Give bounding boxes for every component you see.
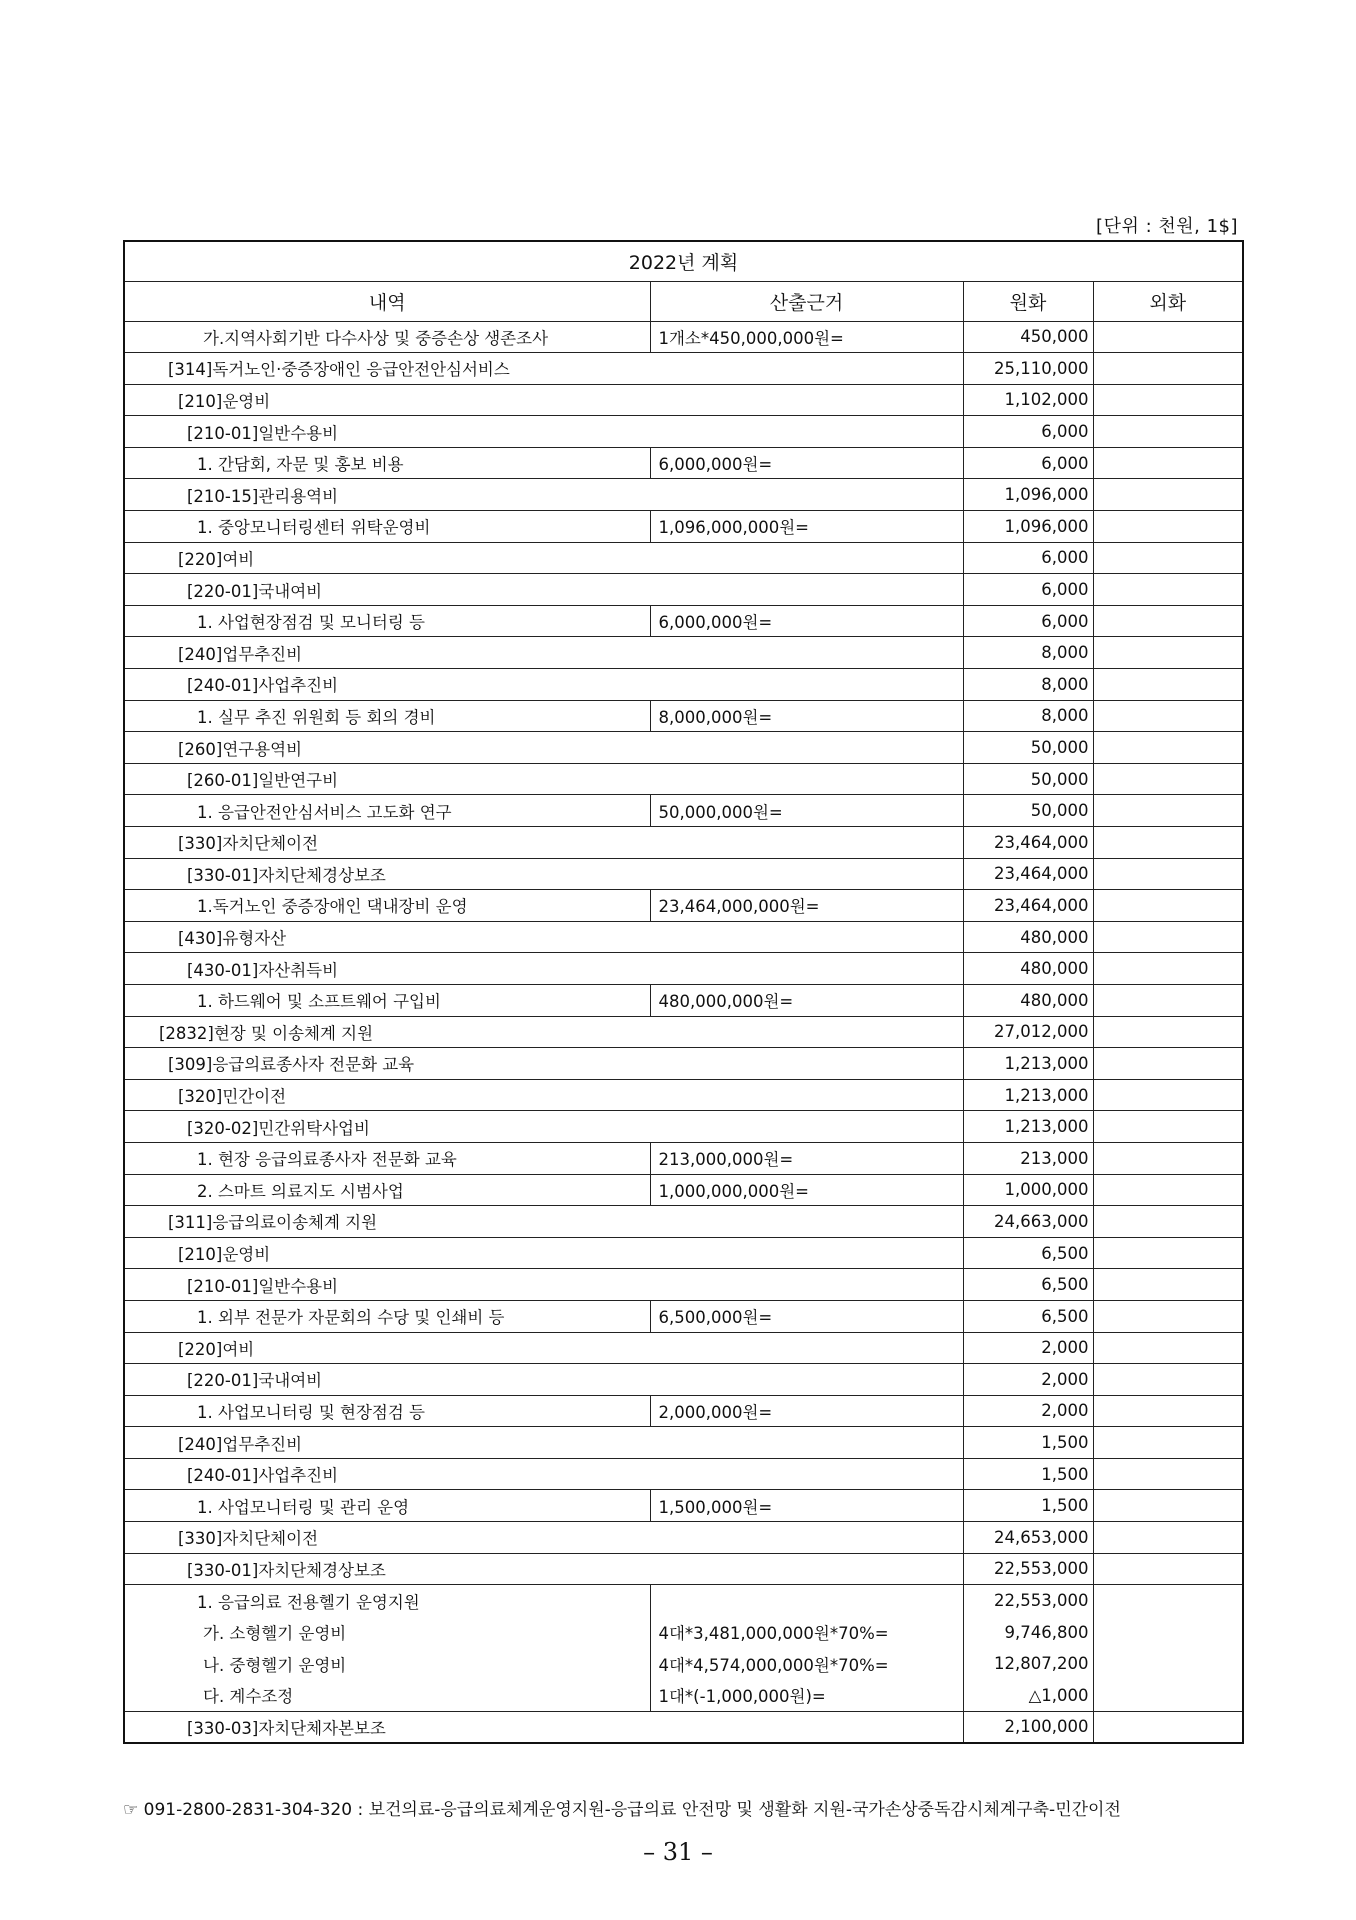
row-description: [220-01]국내여비 — [124, 1364, 963, 1396]
table-title-row — [124, 241, 1243, 281]
row-description: [220-01]국내여비 — [124, 574, 963, 606]
row-description: [260-01]일반연구비 — [124, 763, 963, 795]
row-foreign-amount — [1093, 542, 1243, 574]
table-row — [124, 921, 1243, 953]
row-krw-amount: 8,000 — [963, 669, 1093, 701]
row-description: 1. 사업현장점검 및 모니터링 등 — [124, 605, 650, 637]
row-description: [320-02]민간위탁사업비 — [124, 1111, 963, 1143]
page-number: – 31 – — [643, 1838, 713, 1866]
row-basis: 23,464,000,000원= — [650, 890, 963, 922]
row-foreign-amount — [1093, 321, 1243, 353]
row-foreign-amount — [1093, 1616, 1243, 1648]
row-description: [220]여비 — [124, 1332, 963, 1364]
row-foreign-amount — [1093, 921, 1243, 953]
row-description: 1. 중앙모니터링센터 위탁운영비 — [124, 511, 650, 543]
table-row — [124, 542, 1243, 574]
row-krw-amount: △1,000 — [963, 1680, 1093, 1712]
row-foreign-amount — [1093, 353, 1243, 385]
row-foreign-amount — [1093, 1585, 1243, 1617]
table-row — [124, 416, 1243, 448]
row-description: 1. 현장 응급의료종사자 전문화 교육 — [124, 1142, 650, 1174]
row-basis — [650, 1585, 963, 1617]
row-description: 다. 계수조정 — [124, 1680, 650, 1712]
table-row — [124, 1458, 1243, 1490]
row-basis: 2,000,000원= — [650, 1395, 963, 1427]
row-foreign-amount — [1093, 1206, 1243, 1238]
row-description: 1.독거노인 중증장애인 댁내장비 운영 — [124, 890, 650, 922]
row-foreign-amount — [1093, 984, 1243, 1016]
table-row — [124, 1300, 1243, 1332]
row-foreign-amount — [1093, 1458, 1243, 1490]
row-krw-amount: 6,000 — [963, 416, 1093, 448]
row-krw-amount: 2,000 — [963, 1332, 1093, 1364]
table-row — [124, 1048, 1243, 1080]
row-krw-amount: 2,000 — [963, 1364, 1093, 1396]
row-basis: 213,000,000원= — [650, 1142, 963, 1174]
row-foreign-amount — [1093, 479, 1243, 511]
table-row — [124, 984, 1243, 1016]
row-description: [260]연구용역비 — [124, 732, 963, 764]
row-krw-amount: 50,000 — [963, 763, 1093, 795]
row-krw-amount: 1,213,000 — [963, 1111, 1093, 1143]
row-krw-amount: 6,500 — [963, 1300, 1093, 1332]
row-foreign-amount — [1093, 795, 1243, 827]
row-foreign-amount — [1093, 1395, 1243, 1427]
row-foreign-amount — [1093, 1237, 1243, 1269]
row-description: [210]운영비 — [124, 384, 963, 416]
table-row — [124, 384, 1243, 416]
row-description: [314]독거노인·중증장애인 응급안전안심서비스 — [124, 353, 963, 385]
row-basis: 50,000,000원= — [650, 795, 963, 827]
row-krw-amount: 23,464,000 — [963, 827, 1093, 859]
table-row — [124, 1237, 1243, 1269]
table-row — [124, 1711, 1243, 1743]
row-description: [311]응급의료이송체계 지원 — [124, 1206, 963, 1238]
row-basis: 8,000,000원= — [650, 700, 963, 732]
row-foreign-amount — [1093, 763, 1243, 795]
row-krw-amount: 27,012,000 — [963, 1016, 1093, 1048]
row-krw-amount: 450,000 — [963, 321, 1093, 353]
table-row — [124, 511, 1243, 543]
row-description: [210-15]관리용역비 — [124, 479, 963, 511]
row-krw-amount: 6,000 — [963, 447, 1093, 479]
table-row — [124, 1553, 1243, 1585]
table-row — [124, 1522, 1243, 1554]
row-foreign-amount — [1093, 1553, 1243, 1585]
row-description: [330]자치단체이전 — [124, 1522, 963, 1554]
table-header-row — [124, 281, 1243, 321]
row-description: 1. 사업모니터링 및 현장점검 등 — [124, 1395, 650, 1427]
table-row — [124, 1680, 1243, 1712]
row-krw-amount: 8,000 — [963, 637, 1093, 669]
row-krw-amount: 6,500 — [963, 1269, 1093, 1301]
row-foreign-amount — [1093, 732, 1243, 764]
row-description: [240-01]사업추진비 — [124, 669, 963, 701]
table-row — [124, 1616, 1243, 1648]
header-description: 내역 — [124, 281, 650, 321]
row-krw-amount: 9,746,800 — [963, 1616, 1093, 1648]
table-row — [124, 321, 1243, 353]
row-description: [330]자치단체이전 — [124, 827, 963, 859]
table-row — [124, 1016, 1243, 1048]
row-basis: 480,000,000원= — [650, 984, 963, 1016]
row-description: 가. 소형헬기 운영비 — [124, 1616, 650, 1648]
row-description: 1. 응급안전안심서비스 고도화 연구 — [124, 795, 650, 827]
table-row — [124, 353, 1243, 385]
row-krw-amount: 2,000 — [963, 1395, 1093, 1427]
row-foreign-amount — [1093, 858, 1243, 890]
row-krw-amount: 23,464,000 — [963, 890, 1093, 922]
row-foreign-amount — [1093, 1111, 1243, 1143]
row-krw-amount: 6,500 — [963, 1237, 1093, 1269]
table-row — [124, 574, 1243, 606]
row-krw-amount: 1,500 — [963, 1490, 1093, 1522]
row-krw-amount: 1,000,000 — [963, 1174, 1093, 1206]
row-foreign-amount — [1093, 416, 1243, 448]
row-description: 1. 실무 추진 위원회 등 회의 경비 — [124, 700, 650, 732]
row-description: [309]응급의료종사자 전문화 교육 — [124, 1048, 963, 1080]
row-krw-amount: 50,000 — [963, 795, 1093, 827]
row-krw-amount: 1,213,000 — [963, 1079, 1093, 1111]
row-krw-amount: 24,653,000 — [963, 1522, 1093, 1554]
row-description: [430-01]자산취득비 — [124, 953, 963, 985]
row-foreign-amount — [1093, 1648, 1243, 1680]
row-foreign-amount — [1093, 827, 1243, 859]
row-krw-amount: 24,663,000 — [963, 1206, 1093, 1238]
row-basis: 4대*3,481,000,000원*70%= — [650, 1616, 963, 1648]
row-krw-amount: 8,000 — [963, 700, 1093, 732]
row-description: 1. 하드웨어 및 소프트웨어 구입비 — [124, 984, 650, 1016]
row-description: [320]민간이전 — [124, 1079, 963, 1111]
row-description: 나. 중형헬기 운영비 — [124, 1648, 650, 1680]
table-row — [124, 858, 1243, 890]
row-description: 1. 응급의료 전용헬기 운영지원 — [124, 1585, 650, 1617]
row-foreign-amount — [1093, 953, 1243, 985]
row-krw-amount: 480,000 — [963, 921, 1093, 953]
header-foreign: 외화 — [1093, 281, 1243, 321]
header-krw: 원화 — [963, 281, 1093, 321]
row-krw-amount: 6,000 — [963, 574, 1093, 606]
row-basis: 1,500,000원= — [650, 1490, 963, 1522]
row-description: 1. 사업모니터링 및 관리 운영 — [124, 1490, 650, 1522]
row-foreign-amount — [1093, 637, 1243, 669]
row-foreign-amount — [1093, 1079, 1243, 1111]
row-krw-amount: 6,000 — [963, 542, 1093, 574]
row-krw-amount: 213,000 — [963, 1142, 1093, 1174]
row-description: 가.지역사회기반 다수사상 및 중증손상 생존조사 — [124, 321, 650, 353]
row-krw-amount: 23,464,000 — [963, 858, 1093, 890]
row-krw-amount: 22,553,000 — [963, 1553, 1093, 1585]
row-basis: 1,096,000,000원= — [650, 511, 963, 543]
row-basis: 1개소*450,000,000원= — [650, 321, 963, 353]
table-row — [124, 1395, 1243, 1427]
row-description: [240]업무추진비 — [124, 1427, 963, 1459]
table-title: 2022년 계획 — [124, 241, 1243, 281]
table-row — [124, 1427, 1243, 1459]
row-description: [220]여비 — [124, 542, 963, 574]
row-foreign-amount — [1093, 1016, 1243, 1048]
row-description: [210-01]일반수용비 — [124, 1269, 963, 1301]
table-row — [124, 763, 1243, 795]
table-row — [124, 1490, 1243, 1522]
row-basis: 1,000,000,000원= — [650, 1174, 963, 1206]
row-krw-amount: 480,000 — [963, 953, 1093, 985]
row-foreign-amount — [1093, 1332, 1243, 1364]
row-foreign-amount — [1093, 1364, 1243, 1396]
row-foreign-amount — [1093, 1427, 1243, 1459]
row-basis: 6,000,000원= — [650, 447, 963, 479]
row-description: [210-01]일반수용비 — [124, 416, 963, 448]
row-krw-amount: 1,096,000 — [963, 479, 1093, 511]
table-row — [124, 1269, 1243, 1301]
row-foreign-amount — [1093, 1048, 1243, 1080]
table-row — [124, 953, 1243, 985]
table-row — [124, 637, 1243, 669]
row-foreign-amount — [1093, 1142, 1243, 1174]
row-description: [2832]현장 및 이송체계 지원 — [124, 1016, 963, 1048]
row-krw-amount: 2,100,000 — [963, 1711, 1093, 1743]
row-krw-amount: 1,500 — [963, 1458, 1093, 1490]
row-description: [240-01]사업추진비 — [124, 1458, 963, 1490]
row-description: [240]업무추진비 — [124, 637, 963, 669]
row-foreign-amount — [1093, 605, 1243, 637]
row-basis: 1대*(-1,000,000원)= — [650, 1680, 963, 1712]
table-row — [124, 1332, 1243, 1364]
budget-table — [123, 240, 1244, 1744]
table-row — [124, 1648, 1243, 1680]
row-krw-amount: 12,807,200 — [963, 1648, 1093, 1680]
table-row — [124, 795, 1243, 827]
row-foreign-amount — [1093, 1269, 1243, 1301]
table-row — [124, 1364, 1243, 1396]
table-row — [124, 669, 1243, 701]
row-krw-amount: 6,000 — [963, 605, 1093, 637]
row-description: [330-01]자치단체경상보조 — [124, 858, 963, 890]
row-description: [210]운영비 — [124, 1237, 963, 1269]
row-foreign-amount — [1093, 574, 1243, 606]
row-foreign-amount — [1093, 1300, 1243, 1332]
row-foreign-amount — [1093, 384, 1243, 416]
row-basis: 6,000,000원= — [650, 605, 963, 637]
row-krw-amount: 22,553,000 — [963, 1585, 1093, 1617]
row-krw-amount: 1,213,000 — [963, 1048, 1093, 1080]
row-krw-amount: 1,102,000 — [963, 384, 1093, 416]
table-body — [124, 321, 1243, 1743]
table-row — [124, 447, 1243, 479]
table-row — [124, 1174, 1243, 1206]
row-foreign-amount — [1093, 890, 1243, 922]
row-krw-amount: 1,096,000 — [963, 511, 1093, 543]
row-foreign-amount — [1093, 511, 1243, 543]
row-foreign-amount — [1093, 1711, 1243, 1743]
row-description: 2. 스마트 의료지도 시범사업 — [124, 1174, 650, 1206]
row-foreign-amount — [1093, 1490, 1243, 1522]
row-basis: 6,500,000원= — [650, 1300, 963, 1332]
footnote: ☞ 091-2800-2831-304-320 : 보건의료-응급의료체계운영지원-응급의료 안전망 및 생활화 지원-국가손상중독감시체계구축-민간이전 — [123, 1800, 1121, 1820]
header-basis: 산출근거 — [650, 281, 963, 321]
row-krw-amount: 25,110,000 — [963, 353, 1093, 385]
row-basis: 4대*4,574,000,000원*70%= — [650, 1648, 963, 1680]
row-description: [430]유형자산 — [124, 921, 963, 953]
row-krw-amount: 1,500 — [963, 1427, 1093, 1459]
unit-note: [단위 : 천원, 1$] — [1096, 216, 1238, 237]
row-foreign-amount — [1093, 447, 1243, 479]
table-row — [124, 1206, 1243, 1238]
row-krw-amount: 50,000 — [963, 732, 1093, 764]
table-row — [124, 1142, 1243, 1174]
table-row — [124, 1111, 1243, 1143]
row-foreign-amount — [1093, 1522, 1243, 1554]
row-foreign-amount — [1093, 1680, 1243, 1712]
table-row — [124, 732, 1243, 764]
row-foreign-amount — [1093, 700, 1243, 732]
table-row — [124, 1585, 1243, 1617]
table-row — [124, 827, 1243, 859]
table-row — [124, 1079, 1243, 1111]
row-description: [330-03]자치단체자본보조 — [124, 1711, 963, 1743]
table-row — [124, 479, 1243, 511]
table-row — [124, 605, 1243, 637]
table-row — [124, 700, 1243, 732]
row-description: [330-01]자치단체경상보조 — [124, 1553, 963, 1585]
row-description: 1. 외부 전문가 자문회의 수당 및 인쇄비 등 — [124, 1300, 650, 1332]
row-foreign-amount — [1093, 1174, 1243, 1206]
table-row — [124, 890, 1243, 922]
row-description: 1. 간담회, 자문 및 홍보 비용 — [124, 447, 650, 479]
row-foreign-amount — [1093, 669, 1243, 701]
row-krw-amount: 480,000 — [963, 984, 1093, 1016]
